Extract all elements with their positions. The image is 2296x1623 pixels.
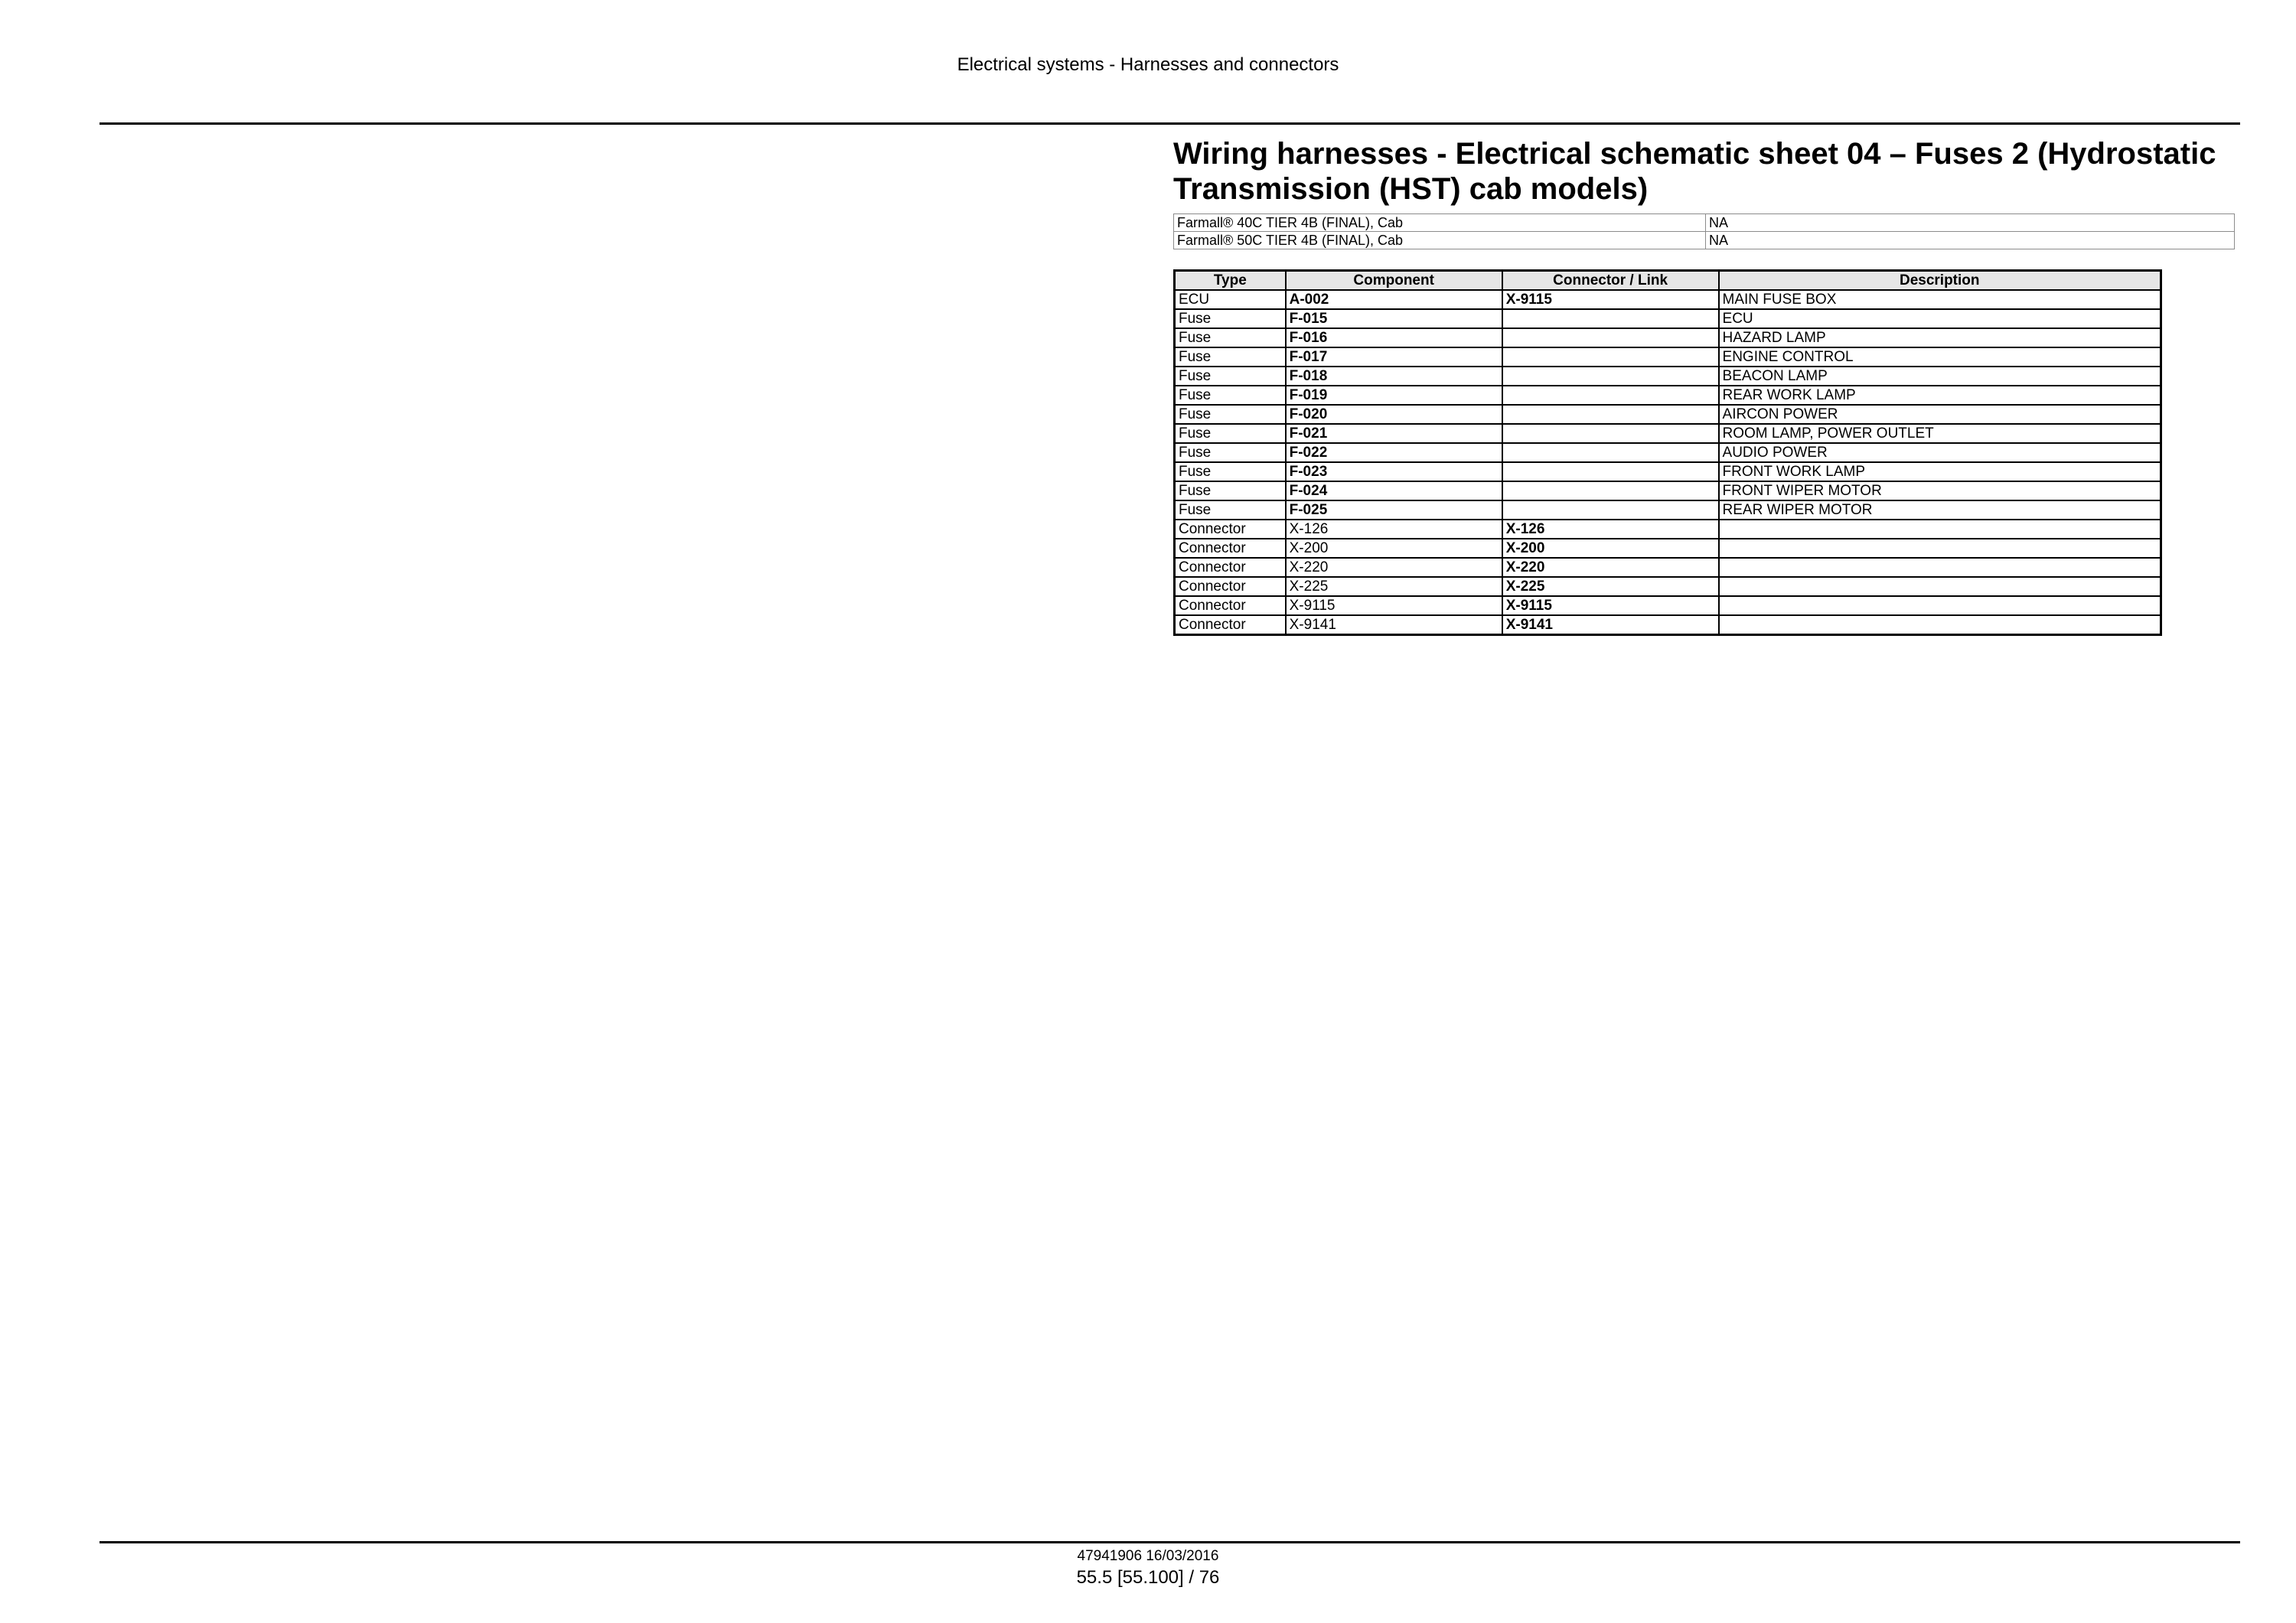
cell-type: Connector (1175, 596, 1286, 615)
cell-component: F-015 (1286, 309, 1502, 328)
table-row (1175, 500, 2161, 520)
cell-component: F-020 (1286, 405, 1502, 424)
cell-component: X-9141 (1286, 615, 1502, 635)
cell-type: Fuse (1175, 347, 1286, 367)
header-description: Description (1719, 271, 2161, 291)
cell-component: F-023 (1286, 462, 1502, 481)
cell-connector (1502, 405, 1719, 424)
cell-type: Fuse (1175, 481, 1286, 500)
cell-component: X-126 (1286, 520, 1502, 539)
cell-type: Fuse (1175, 367, 1286, 386)
running-header: Electrical systems - Harnesses and connectors (957, 54, 1339, 75)
cell-component: X-225 (1286, 577, 1502, 596)
cell-connector (1502, 328, 1719, 347)
table-row (1175, 290, 2161, 309)
cell-description (1719, 520, 2161, 539)
table-row (1175, 347, 2161, 367)
cell-description (1719, 596, 2161, 615)
cell-component: A-002 (1286, 290, 1502, 309)
models-table (1173, 213, 2235, 249)
model-cell: Farmall® 40C TIER 4B (FINAL), Cab (1174, 214, 1706, 232)
table-row (1175, 443, 2161, 462)
table-row (1175, 596, 2161, 615)
cell-type: Fuse (1175, 443, 1286, 462)
cell-component: F-025 (1286, 500, 1502, 520)
cell-component: F-016 (1286, 328, 1502, 347)
cell-connector: X-126 (1502, 520, 1719, 539)
table-row (1175, 539, 2161, 558)
table-row (1175, 558, 2161, 577)
cell-description: REAR WORK LAMP (1719, 386, 2161, 405)
cell-type: Connector (1175, 539, 1286, 558)
models-row (1174, 232, 2235, 249)
cell-description: FRONT WORK LAMP (1719, 462, 2161, 481)
table-row (1175, 328, 2161, 347)
region-cell: NA (1706, 232, 2235, 249)
cell-type: Connector (1175, 520, 1286, 539)
cell-description: AIRCON POWER (1719, 405, 2161, 424)
models-row (1174, 214, 2235, 232)
cell-connector (1502, 462, 1719, 481)
cell-description: REAR WIPER MOTOR (1719, 500, 2161, 520)
cell-description (1719, 577, 2161, 596)
cell-connector (1502, 500, 1719, 520)
table-row (1175, 462, 2161, 481)
cell-connector (1502, 424, 1719, 443)
cell-type: Connector (1175, 577, 1286, 596)
cell-connector: X-225 (1502, 577, 1719, 596)
section-title: Wiring harnesses - Electrical schematic sheet 04 – Fuses 2 (Hydrostatic Transmission (HST) cab models) (1173, 137, 2216, 206)
cell-connector (1502, 367, 1719, 386)
table-row (1175, 405, 2161, 424)
cell-description: BEACON LAMP (1719, 367, 2161, 386)
table-row (1175, 481, 2161, 500)
cell-component: F-017 (1286, 347, 1502, 367)
cell-connector (1502, 481, 1719, 500)
cell-connector (1502, 386, 1719, 405)
cell-description (1719, 615, 2161, 635)
cell-component: F-021 (1286, 424, 1502, 443)
cell-description: ROOM LAMP, POWER OUTLET (1719, 424, 2161, 443)
cell-connector: X-200 (1502, 539, 1719, 558)
cell-type: Fuse (1175, 309, 1286, 328)
footer-doc-id: 47941906 16/03/2016 (1077, 1548, 1219, 1564)
cell-description: MAIN FUSE BOX (1719, 290, 2161, 309)
cell-type: Fuse (1175, 500, 1286, 520)
cell-connector (1502, 309, 1719, 328)
cell-type: ECU (1175, 290, 1286, 309)
cell-type: Fuse (1175, 405, 1286, 424)
cell-component: X-200 (1286, 539, 1502, 558)
footer-rule (99, 1541, 2240, 1543)
header-type: Type (1175, 271, 1286, 291)
cell-description: ECU (1719, 309, 2161, 328)
cell-type: Connector (1175, 558, 1286, 577)
components-header-row (1175, 271, 2161, 291)
cell-connector: X-9141 (1502, 615, 1719, 635)
components-table (1173, 269, 2162, 636)
cell-component: F-018 (1286, 367, 1502, 386)
cell-description: FRONT WIPER MOTOR (1719, 481, 2161, 500)
cell-component: F-024 (1286, 481, 1502, 500)
model-cell: Farmall® 50C TIER 4B (FINAL), Cab (1174, 232, 1706, 249)
cell-type: Fuse (1175, 328, 1286, 347)
table-row (1175, 367, 2161, 386)
cell-description: HAZARD LAMP (1719, 328, 2161, 347)
cell-component: F-022 (1286, 443, 1502, 462)
cell-connector (1502, 443, 1719, 462)
cell-component: X-9115 (1286, 596, 1502, 615)
cell-type: Connector (1175, 615, 1286, 635)
cell-component: X-220 (1286, 558, 1502, 577)
cell-connector: X-220 (1502, 558, 1719, 577)
table-row (1175, 424, 2161, 443)
header-rule (99, 122, 2240, 125)
cell-type: Fuse (1175, 424, 1286, 443)
cell-connector: X-9115 (1502, 290, 1719, 309)
footer-page-ref: 55.5 [55.100] / 76 (1076, 1567, 1220, 1588)
cell-connector: X-9115 (1502, 596, 1719, 615)
cell-description (1719, 558, 2161, 577)
cell-type: Fuse (1175, 386, 1286, 405)
components-body (1175, 290, 2161, 635)
table-row (1175, 386, 2161, 405)
table-row (1175, 577, 2161, 596)
cell-description: ENGINE CONTROL (1719, 347, 2161, 367)
cell-description (1719, 539, 2161, 558)
table-row (1175, 615, 2161, 635)
table-row (1175, 309, 2161, 328)
header-component: Component (1286, 271, 1502, 291)
table-row (1175, 520, 2161, 539)
header-connector: Connector / Link (1502, 271, 1719, 291)
cell-connector (1502, 347, 1719, 367)
cell-component: F-019 (1286, 386, 1502, 405)
region-cell: NA (1706, 214, 2235, 232)
section-content (1173, 136, 2237, 636)
cell-description: AUDIO POWER (1719, 443, 2161, 462)
cell-type: Fuse (1175, 462, 1286, 481)
